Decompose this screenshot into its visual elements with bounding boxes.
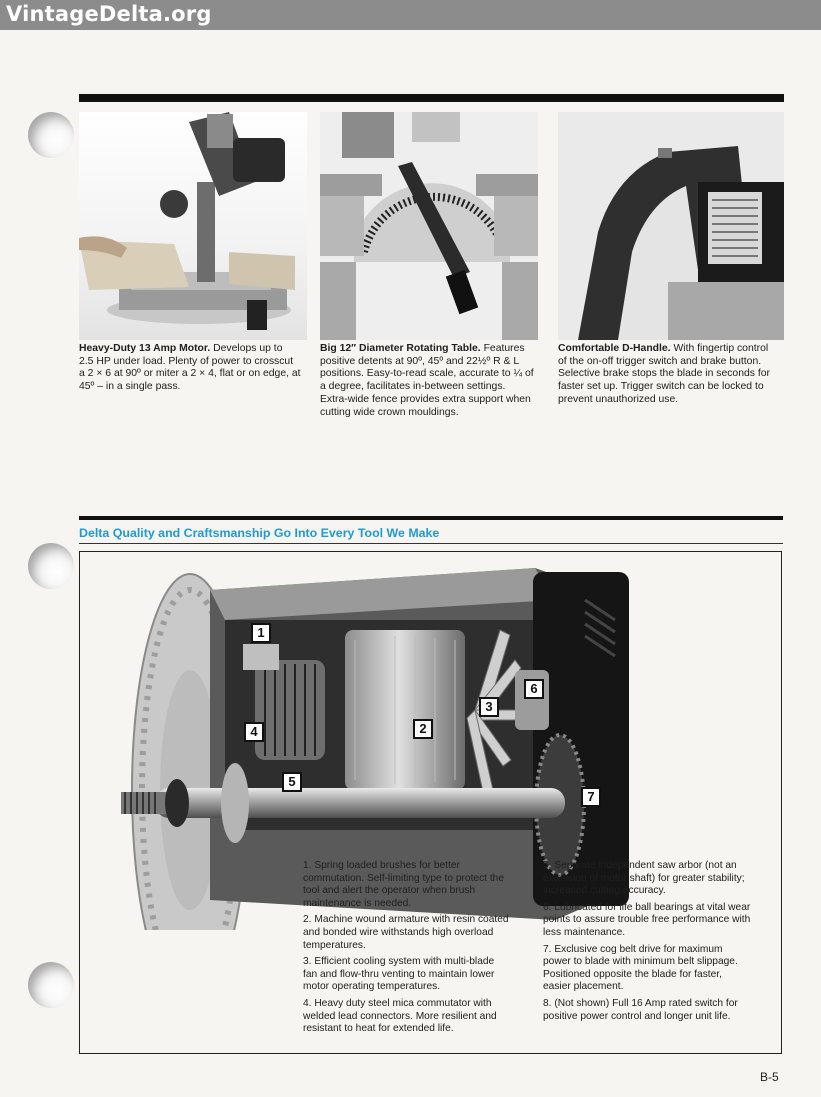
feature-item xyxy=(543,860,779,898)
feature-line: 7. Exclusive cog belt drive for maximum xyxy=(543,943,723,955)
caption-handle-line: of the on-off trigger switch and brake button. xyxy=(558,355,762,367)
feature-line: power to blade with minimum belt slippage. xyxy=(543,956,738,968)
feature-line: 1. Spring loaded brushes for better xyxy=(303,860,460,871)
callout-6: 6 xyxy=(524,679,544,699)
photo-rotating-table xyxy=(320,112,538,340)
page-number: B-5 xyxy=(760,1070,779,1084)
caption-motor-line: a 2 × 6 at 90º or miter a 2 × 4, flat or on edge, at xyxy=(79,368,301,380)
feature-line: 6. Lubricated for life ball bearings at vital wear xyxy=(543,901,751,913)
feature-line: 3. Efficient cooling system with multi-blade xyxy=(303,956,495,968)
caption-table-title: Big 12″ Diameter Rotating Table. xyxy=(320,343,481,354)
caption-handle-line: faster set up. Trigger switch can be locked to xyxy=(558,381,764,393)
section-rule xyxy=(79,516,783,520)
feature-list-left xyxy=(303,860,535,1040)
watermark-text: VintageDelta.org xyxy=(6,2,212,26)
caption-handle-line: With fingertip control xyxy=(670,343,769,354)
caption-table-line: Extra-wide fence provides extra support when xyxy=(320,393,531,405)
feature-line: easier placement. xyxy=(543,981,624,993)
caption-table-line: cutting wide crown mouldings. xyxy=(320,406,459,418)
feature-line: fan and flow-thru venting to maintain lower xyxy=(303,968,495,980)
feature-line: motor operating temperatures. xyxy=(303,981,441,993)
callout-3: 3 xyxy=(479,697,499,717)
caption-table-line: a degree, facilitates in-between settings. xyxy=(320,381,506,393)
top-rule xyxy=(79,94,784,102)
feature-line: increased cutting accuracy. xyxy=(543,885,666,897)
caption-table xyxy=(320,343,548,419)
caption-handle-line: Selective brake stops the blade in seconds for xyxy=(558,368,770,380)
feature-line: temperatures. xyxy=(303,939,366,951)
feature-line: 2. Machine wound armature with resin coated xyxy=(303,914,509,926)
feature-list-right xyxy=(543,860,779,1027)
callout-4: 4 xyxy=(244,722,264,742)
feature-line: points to assure trouble free performance with xyxy=(543,914,751,926)
feature-item xyxy=(543,998,779,1023)
feature-line: maintenance is needed. xyxy=(303,897,412,909)
caption-table-line: positive detents at 90º, 45º and 22½º R & L xyxy=(320,355,520,367)
binder-hole-middle xyxy=(28,543,74,589)
binder-hole-bottom xyxy=(28,962,74,1008)
photo-d-handle xyxy=(558,112,784,340)
feature-line: and bonded wire withstands high overload xyxy=(303,926,494,938)
feature-line: 8. (Not shown) Full 16 Amp rated switch for xyxy=(543,997,738,1009)
feature-line: welded lead connectors. More resilient and xyxy=(303,1010,497,1022)
feature-item xyxy=(303,956,535,994)
callout-5: 5 xyxy=(282,772,302,792)
feature-item xyxy=(303,860,535,910)
feature-line: less maintenance. xyxy=(543,926,626,938)
caption-motor-title: Heavy-Duty 13 Amp Motor. xyxy=(79,343,211,354)
caption-handle-line: prevent unauthorized use. xyxy=(558,393,679,405)
caption-motor-line: Develops up to xyxy=(210,343,283,354)
feature-line: positive power control and longer unit life. xyxy=(543,1010,731,1022)
feature-line: extension of motor shaft) for greater stability; xyxy=(543,872,745,884)
feature-item xyxy=(303,998,535,1036)
feature-line: resistant to heat for extended life. xyxy=(303,1023,454,1035)
binder-hole-top xyxy=(28,112,74,158)
caption-motor-line: 45º – in a single pass. xyxy=(79,381,181,393)
caption-table-line: Features xyxy=(480,343,525,354)
callout-7: 7 xyxy=(581,787,601,807)
caption-motor-line: 2.5 HP under load. Plenty of power to crosscut xyxy=(79,355,294,367)
feature-line: commutation. Self-limiting type to protect the xyxy=(303,872,505,884)
caption-motor xyxy=(79,343,314,394)
caption-handle xyxy=(558,343,786,407)
feature-item xyxy=(543,902,779,940)
caption-table-line: positions. Easy-to-read scale, accurate to ¼ of xyxy=(320,368,534,380)
callout-2: 2 xyxy=(413,719,433,739)
caption-handle-title: Comfortable D-Handle. xyxy=(558,343,671,354)
feature-item xyxy=(303,914,535,952)
callout-1: 1 xyxy=(251,623,271,643)
watermark-bar xyxy=(0,0,821,30)
feature-line: 4. Heavy duty steel mica commutator with xyxy=(303,997,492,1009)
feature-line: Positioned opposite the blade for faster, xyxy=(543,968,722,980)
feature-line: 5. Separate independent saw arbor (not an xyxy=(543,860,737,871)
section-heading: Delta Quality and Craftsmanship Go Into Every Tool We Make xyxy=(79,526,440,540)
section-underline xyxy=(79,543,783,544)
feature-item xyxy=(543,944,779,994)
feature-line: tool and alert the operator when brush xyxy=(303,885,476,897)
photo-miter-saw-motor xyxy=(79,112,307,340)
